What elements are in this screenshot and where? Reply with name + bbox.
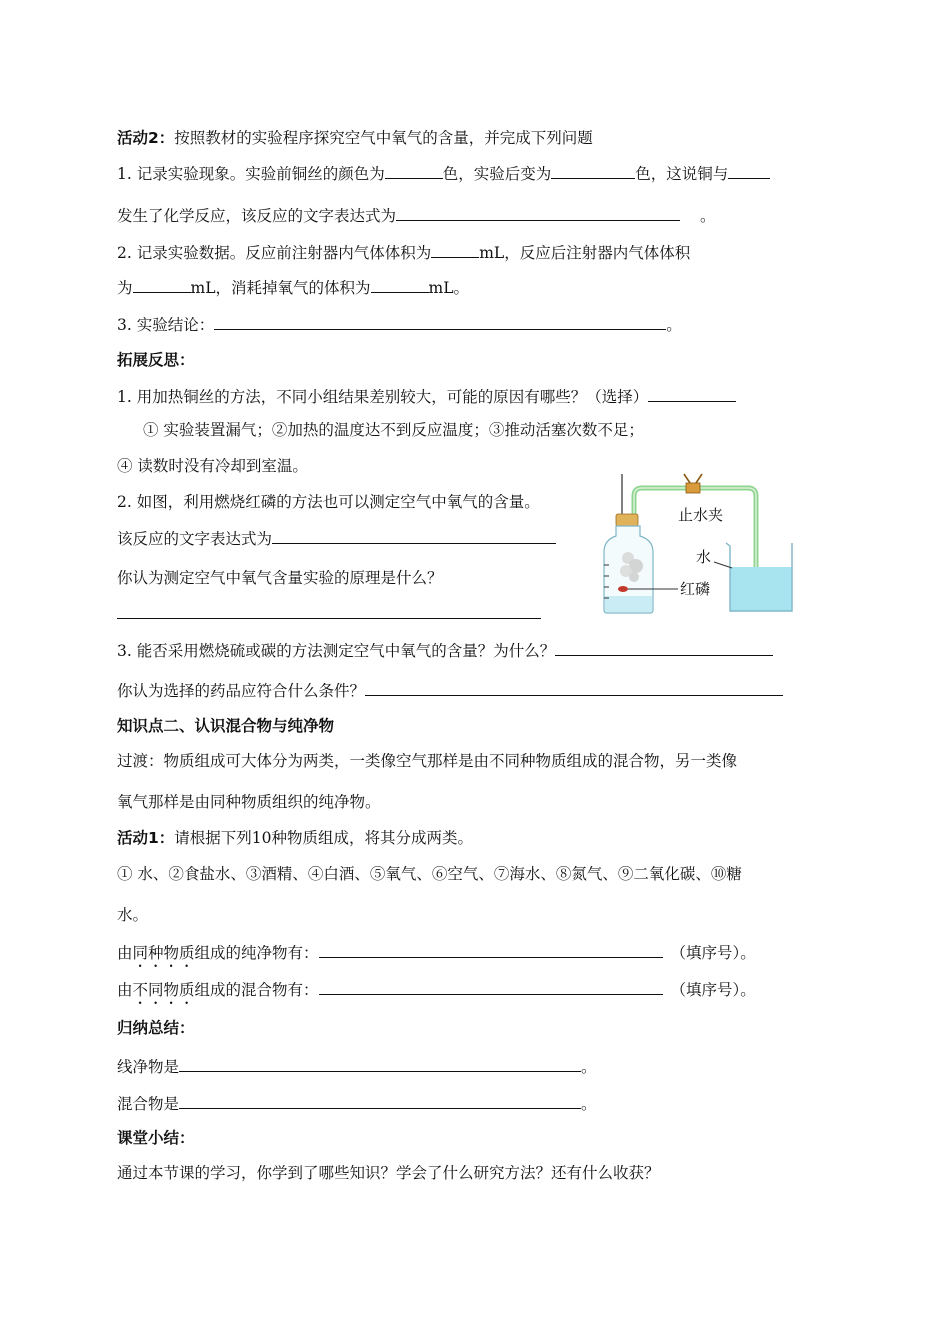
pure-fill-hint: （填序号）。 [670,944,756,962]
ext-title: 拓展反思： [117,351,195,369]
water-pointer [714,562,732,568]
kp2-transition-2: 氧气那样是由同种物质组织的纯净物。 [117,793,381,811]
blank-pure-substances[interactable] [319,941,663,958]
blank-reasons[interactable] [648,385,736,402]
beaker [726,543,792,611]
kp2-transition-1: 过渡：物质组成可大体分为两类，一类像空气那样是由不同种物质组成的混合物，另一类像 [117,752,738,770]
blank-volume-before[interactable] [431,241,479,258]
summary-mix-line [117,1092,597,1114]
beaker-water [730,567,792,611]
water-label: 水 [696,548,712,566]
q2-text-e: mL。 [428,279,470,297]
blank-conclusion[interactable] [214,313,666,330]
mix-fill-hint: （填序号）。 [670,981,756,999]
blank-copper-after[interactable] [551,162,635,179]
ext-q2b-text: 该反应的文字表达式为 [117,530,273,548]
blank-sulfur-carbon[interactable] [555,639,773,656]
blank-mixtures[interactable] [319,978,663,995]
summary-pure-text: 线净物是 [117,1058,180,1076]
q1-line2 [117,204,716,226]
activity2-title: 活动2： [117,129,175,147]
water-stop-clamp-icon [684,474,702,493]
q3-text-a: 3. 实验结论： [117,316,215,334]
summary-pure-end: 。 [581,1058,597,1076]
bottle-water [605,596,652,612]
activity2-text: 按照教材的实验程序探究空气中氧气的含量，并完成下列问题 [174,129,593,147]
activity2-line [117,128,593,148]
q2-text-d: mL，消耗掉氧气的体积为 [190,279,371,297]
pure-text-b: 组成的纯净物有： [194,944,319,962]
ext-q1-line [117,385,736,407]
phosphorus-label: 红磷 [680,580,711,598]
blank-reactant[interactable] [728,162,770,179]
pure-text-a: 由 [117,944,133,962]
mixture-line [117,978,756,1008]
blank-reagent-condition[interactable] [365,679,783,696]
summary-mix-end: 。 [581,1095,597,1113]
q1-text-a: 1. 记录实验现象。实验前铜丝的颜色为 [117,165,385,183]
blank-oxygen-volume[interactable] [371,276,429,293]
pure-substance-line [117,941,756,971]
blank-mix-definition[interactable] [179,1092,581,1109]
kp2-activity1-title: 活动1： [117,829,175,847]
blank-phosphorus-equation[interactable] [272,527,556,544]
red-phosphorus-spoon [618,586,628,592]
substance-list-1: ① 水、②食盐水、③酒精、④白酒、⑤氧气、⑥空气、⑦海水、⑧氮气、⑨二氧化碳、⑩糖 [117,865,742,883]
kp2-title: 知识点二、认识混合物与纯净物 [117,717,335,735]
kp2-activity1-text: 请根据下列10种物质组成，将其分成两类。 [174,829,474,847]
lesson-text: 通过本节课的学习，你学到了哪些知识？学会了什么研究方法？还有什么收获？ [117,1164,660,1182]
blank-volume-after[interactable] [133,276,191,293]
kp2-activity1-line [117,828,473,848]
mix-text-a: 由 [117,981,133,999]
ext-options-1: ① 实验装置漏气；②加热的温度达不到反应温度；③推动活塞次数不足； [143,421,644,439]
ext-q2b-line [117,527,556,549]
ext-q3-text: 3. 能否采用燃烧硫或碳的方法测定空气中氧气的含量？为什么？ [117,642,556,660]
ext-q2c: 你认为测定空气中氧气含量实验的原理是什么？ [117,569,443,587]
mix-emphasis: 不同物质 [132,981,195,999]
q1-text-b: 色，实验后变为 [442,165,552,183]
q2-line1 [117,241,690,263]
blank-pure-definition[interactable] [179,1055,581,1072]
substance-list-2: 水。 [117,906,149,924]
q1-line1 [117,162,770,184]
ext-q3-line [117,639,773,661]
q1-text-d: 发生了化学反应，该反应的文字表达式为 [117,207,397,225]
pure-emphasis: 同种物质 [132,944,195,962]
summary-title: 归纳总结： [117,1019,195,1037]
ext-options-2: ④ 读数时没有冷却到室温。 [117,457,308,475]
q2-text-a: 2. 记录实验数据。反应前注射器内气体体积为 [117,244,432,262]
blank-copper-before[interactable] [385,162,443,179]
ext-q1-text: 1. 用加热铜丝的方法，不同小组结果差别较大，可能的原因有哪些？（选择） [117,388,649,406]
q1-text-e: 。 [700,207,716,225]
q2-line2 [117,276,469,298]
q3-line [117,313,682,335]
ext-q2c-answer-line [117,602,541,624]
mix-text-b: 组成的混合物有： [194,981,319,999]
q2-text-c: 为 [117,279,133,297]
glass-bottle [604,514,653,613]
q3-text-b: 。 [666,316,682,334]
ext-q3b-line [117,679,783,701]
rubber-stopper [616,514,638,526]
summary-mix-text: 混合物是 [117,1095,180,1113]
ext-q2: 2. 如图，利用燃烧红磷的方法也可以测定空气中氧气的含量。 [117,493,540,511]
q1-text-c: 色，这说铜与 [635,165,729,183]
clamp-label: 止水夹 [678,506,724,524]
lesson-title: 课堂小结： [117,1129,195,1147]
ext-q3b-text: 你认为选择的药品应符合什么条件？ [117,682,366,700]
blank-principle[interactable] [117,602,541,619]
q2-text-b: mL，反应后注射器内气体体积 [479,244,691,262]
red-phosphorus-apparatus [596,470,808,620]
blank-word-equation[interactable] [396,204,680,221]
summary-pure-line [117,1055,597,1077]
